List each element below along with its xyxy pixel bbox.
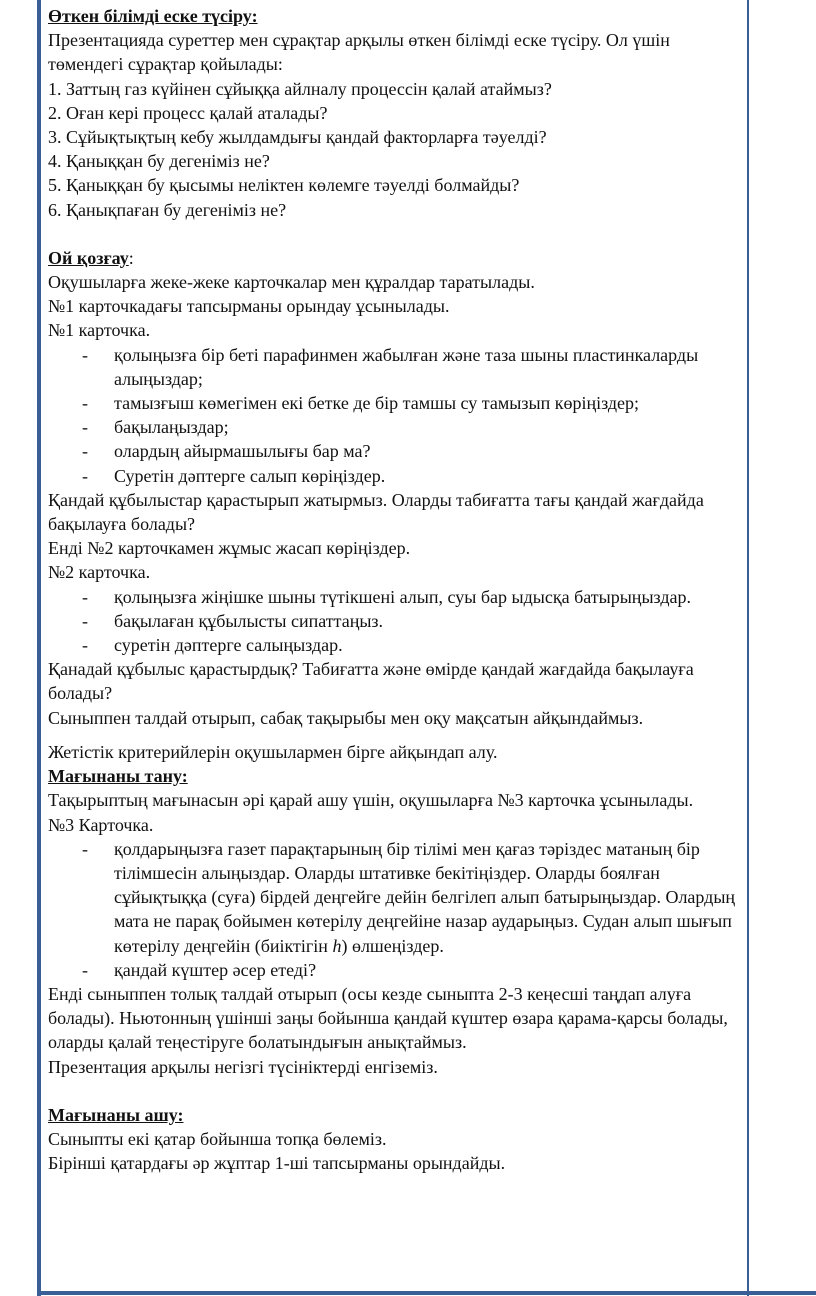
table-border-bottom bbox=[37, 1291, 816, 1295]
section-heading-recall: Өткен білімді еске түсіру: bbox=[48, 6, 258, 26]
list-dash: - bbox=[82, 959, 88, 980]
list-item bbox=[48, 958, 744, 982]
list-item bbox=[48, 415, 744, 439]
paragraph: Бірінші қатардағы әр жұптар 1-ші тапсырманы орындайды. bbox=[48, 1153, 506, 1174]
recall-intro: Презентацияда суреттер мен сұрақтар арқылы өткен білімді еске түсіру. Ол үшін төмендегі сұрақтар қойылады: bbox=[48, 30, 670, 75]
list-item bbox=[48, 633, 744, 657]
question-item: 5. Қаныққан бу қысымы неліктен көлемге тәуелді болмайды? bbox=[48, 175, 520, 196]
paragraph: Қанадай құбылыс қарастырдық? Табиғатта және өмірде қандай жағдайда бақылауға болады? bbox=[48, 659, 694, 704]
list-dash: - bbox=[82, 838, 88, 859]
paragraph: Жетістік критерийлерін оқушылармен бірге айқындап алу. bbox=[48, 741, 498, 762]
section-heading-understanding: Мағынаны тану: bbox=[48, 766, 188, 787]
paragraph: Енді сыныппен толық талдай отырып (осы кезде сыныпта 2-3 кеңесші таңдап алуға болады). Ньютонның үшінші заңы бойынша қандай күштер өзара қарама-қарсы болады, оларды қалай теңестіруге болатындығын анықтаймыз. bbox=[48, 983, 728, 1053]
list-dash: - bbox=[82, 344, 88, 365]
heading-colon: : bbox=[128, 247, 134, 268]
table-column-divider bbox=[747, 0, 749, 1296]
list-item-text: тамызғыш көмегімен екі бетке де бір тамшы су тамызып көріңіздер; bbox=[114, 393, 640, 414]
list-item bbox=[48, 585, 744, 609]
paragraph: Сыныпты екі қатар бойынша топқа бөлеміз. bbox=[48, 1128, 387, 1149]
paragraph: №1 карточкадағы тапсырманы орындау ұсынылады. bbox=[48, 296, 450, 317]
list-item-text: ) өлшеңіздер. bbox=[341, 935, 444, 956]
list-item bbox=[48, 391, 744, 415]
table-border-left bbox=[37, 0, 41, 1296]
list-item-text: бақылаған құбылысты сипаттаңыз. bbox=[114, 610, 384, 631]
list-dash: - bbox=[82, 610, 88, 631]
paragraph: Презентация арқылы негізгі түсініктерді енгіземіз. bbox=[48, 1056, 438, 1077]
section-heading-meaning: Мағынаны ашу: bbox=[48, 1104, 184, 1125]
paragraph: Қандай құбылыстар қарастырып жатырмыз. Оларды табиғатта тағы қандай жағдайда бақылауға болады? bbox=[48, 489, 704, 535]
list-dash: - bbox=[82, 393, 88, 414]
question-item: 2. Оған кері процесс қалай аталады? bbox=[48, 102, 328, 123]
question-item: 4. Қаныққан бу дегеніміз не? bbox=[48, 151, 270, 172]
paragraph: Тақырыптың мағынасын әрі қарай ашу үшін, оқушыларға №3 карточка ұсынылады. bbox=[48, 790, 694, 811]
height-symbol: h bbox=[332, 935, 342, 956]
list-item-text: қолыңызға бір беті парафинмен жабылған және таза шыны пластинкаларды алыңыздар; bbox=[114, 344, 699, 389]
list-dash: - bbox=[82, 586, 88, 607]
list-dash: - bbox=[82, 417, 88, 438]
paragraph: Енді №2 карточкамен жұмыс жасап көріңіздер. bbox=[48, 538, 411, 559]
list-dash: - bbox=[82, 441, 88, 462]
list-item bbox=[48, 464, 744, 488]
question-item: 6. Қанықпаған бу дегеніміз не? bbox=[48, 199, 287, 220]
list-item-text: қандай күштер әсер етеді? bbox=[114, 959, 317, 980]
list-item bbox=[48, 837, 744, 958]
list-dash: - bbox=[82, 465, 88, 486]
list-item-text: қолыңызға жіңішке шыны түтікшені алып, суы бар ыдысқа батырыңыздар. bbox=[114, 586, 691, 607]
list-item bbox=[48, 609, 744, 633]
list-item-text: бақылаңыздар; bbox=[114, 417, 229, 438]
paragraph: Сыныппен талдай отырып, сабақ тақырыбы мен оқу мақсатын айқындаймыз. bbox=[48, 707, 644, 728]
list-dash: - bbox=[82, 635, 88, 656]
lesson-content bbox=[48, 4, 744, 1175]
list-item-text: суретін дәптерге салыңыздар. bbox=[114, 635, 343, 656]
list-item bbox=[48, 343, 744, 391]
question-item: 1. Заттың газ күйінен сұйыққа айлналу процессін қалай атаймыз? bbox=[48, 78, 552, 99]
list-item-text: Суретін дәптерге салып көріңіздер. bbox=[114, 465, 386, 486]
list-item-text: олардың айырмашылығы бар ма? bbox=[114, 441, 371, 462]
section-heading-brainstorm: Ой қозғау bbox=[48, 247, 129, 268]
card-title: №1 карточка. bbox=[48, 320, 151, 341]
section-heading-brainstorm-row bbox=[48, 246, 744, 270]
paragraph: Оқушыларға жеке-жеке карточкалар мен құралдар таратылады. bbox=[48, 272, 535, 293]
card-title: №3 Карточка. bbox=[48, 814, 154, 835]
list-item bbox=[48, 439, 744, 463]
card-title: №2 карточка. bbox=[48, 562, 151, 583]
list-item-text: қолдарыңызға газет парақтарының бір тілімі мен қағаз тәріздес матаның бір тілімшесін алыңыздар. Оларды штативке бекітіңіздер. Оларды боялған сұйықтыққа (суға) бірдей деңгейге дейін белгілеп алып батырыңыздар. Олардың мата не парақ бойымен көтерілу деңгейіне назар аударыңыз. Судан алып шығып көтерілу деңгейін (биіктігін bbox=[114, 838, 736, 956]
question-item: 3. Сұйықтықтың кебу жылдамдығы қандай факторларға тәуелді? bbox=[48, 127, 547, 148]
